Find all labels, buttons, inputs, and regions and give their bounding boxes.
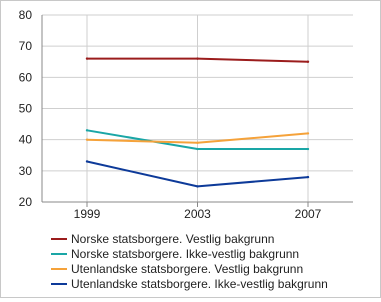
y-tick-label: 20 [18, 195, 32, 209]
line-chart [1, 1, 380, 297]
legend-label: Utenlandske statsborgere. Vestlig bakgrunn [71, 262, 304, 276]
data-point [307, 61, 309, 63]
x-tick-labels [74, 207, 322, 221]
x-tick-label: 2007 [294, 207, 322, 221]
y-tick-label: 30 [18, 163, 32, 178]
y-tick-label: 50 [18, 101, 32, 116]
y-tick-label: 70 [18, 39, 32, 54]
data-point [86, 57, 88, 59]
data-point [196, 185, 198, 187]
legend [51, 232, 328, 291]
data-point [196, 148, 198, 150]
data-point [307, 132, 309, 134]
y-tick-label: 60 [18, 70, 32, 85]
data-point [196, 142, 198, 144]
legend-label: Norske statsborgere. Ikke-vestlig bakgrunn [71, 247, 300, 261]
x-tick-label: 1999 [73, 207, 101, 221]
legend-label: Norske statsborgere. Vestlig bakgrunn [71, 232, 275, 246]
data-point [86, 160, 88, 162]
y-tick-label: 40 [18, 132, 32, 147]
grid-lines [42, 15, 353, 202]
y-tick-labels [19, 8, 33, 209]
data-point [307, 148, 309, 150]
data-point [86, 138, 88, 140]
y-tick-label: 80 [18, 8, 32, 22]
legend-label: Utenlandske statsborgere. Ikke-vestlig bakgrunn [71, 277, 328, 291]
data-point [307, 176, 309, 178]
x-tick-label: 2003 [184, 207, 211, 221]
data-point [196, 57, 198, 59]
data-point [86, 129, 88, 131]
